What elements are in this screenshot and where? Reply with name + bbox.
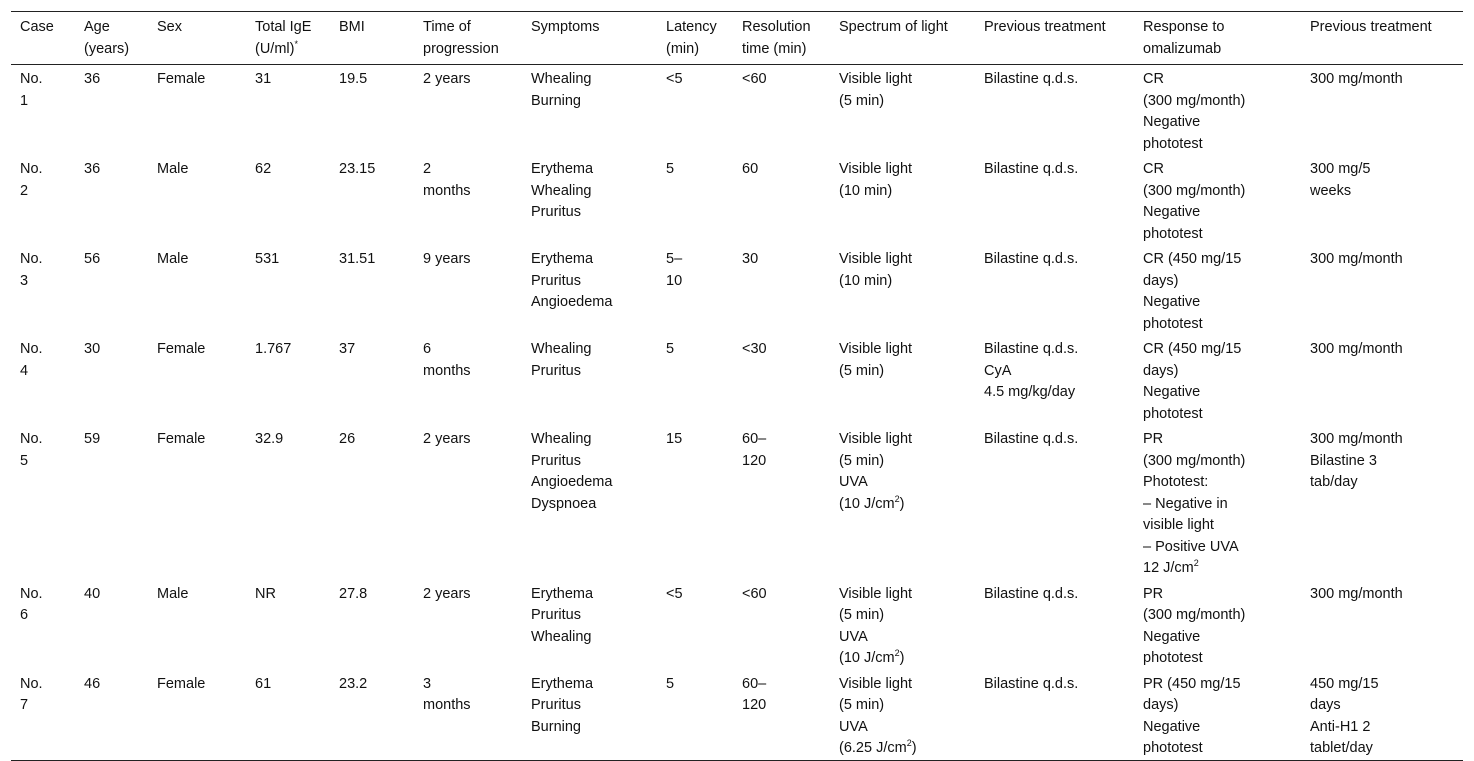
table-header	[11, 12, 1463, 65]
cell-case: No. 2	[20, 161, 43, 199]
cell-case: No. 5	[20, 431, 43, 469]
cell-time: 2 years	[423, 71, 471, 87]
cell-total-ige: 31	[255, 71, 272, 87]
cell-resolution: 60– 120	[742, 431, 767, 469]
cell-bmi: 27.8	[339, 585, 368, 602]
cell-response: PR (300 mg/month) Phototest: – Negative in visible light – Positive UVA 12 $J/cm^2$	[1143, 431, 1246, 576]
cell-spectrum: Visible light (5 min)	[839, 71, 913, 109]
cell-latency: 5– 10	[666, 251, 683, 289]
cell-age: 56	[84, 251, 101, 267]
cell-age: 59	[84, 431, 101, 447]
cell-age: 36	[84, 71, 101, 87]
cell-previous-treatment-2: 300 mg/month Bilastine 3 tab/day	[1310, 431, 1403, 490]
cell-symptoms: Erythema Pruritus Whealing	[531, 585, 594, 645]
cell-age: 36	[84, 161, 101, 177]
cell-symptoms: Erythema Whealing Pruritus	[531, 161, 594, 220]
header-response: Response to omalizumab	[1143, 19, 1225, 57]
cell-bmi: 23.15	[339, 161, 376, 177]
cell-response: PR (450 mg/15 days) Negative phototest	[1143, 675, 1241, 756]
cell-time: 9 years	[423, 251, 471, 267]
cell-age: 46	[84, 675, 101, 692]
cell-age: 30	[84, 341, 101, 357]
table-body	[11, 65, 1463, 761]
cell-response: CR (300 mg/month) Negative phototest	[1143, 161, 1246, 242]
cell-latency: 5	[666, 675, 675, 692]
cell-response: PR (300 mg/month) Negative phototest	[1143, 585, 1246, 666]
cell-bmi: 19.5	[339, 71, 368, 87]
cell-previous-treatment-2: 300 mg/month	[1310, 341, 1403, 357]
cell-latency: <5	[666, 585, 683, 602]
cell-case: No. 1	[20, 71, 43, 109]
header-symptoms: Symptoms	[531, 19, 600, 35]
cell-previous-treatment-2: 450 mg/15 days Anti-H1 2 tablet/day	[1310, 675, 1379, 756]
cell-previous-treatment-2: 300 mg/month	[1310, 251, 1403, 267]
table-row	[11, 65, 1463, 156]
cell-time: 3 months	[423, 675, 471, 713]
cell-spectrum: Visible light (10 min)	[839, 251, 913, 289]
cell-previous-treatment-2: 300 mg/month	[1310, 585, 1403, 602]
clinical-table	[11, 11, 1463, 761]
cell-latency: 5	[666, 341, 675, 357]
cell-resolution: 60	[742, 161, 759, 177]
cell-case: No. 3	[20, 251, 43, 289]
header-resolution: Resolution time (min)	[742, 19, 811, 57]
header-sex: Sex	[157, 19, 182, 35]
cell-total-ige: NR	[255, 585, 276, 602]
cell-resolution: <60	[742, 585, 767, 602]
table-row	[11, 155, 1463, 245]
cell-previous-treatment: Bilastine q.d.s.	[984, 251, 1079, 267]
cell-time: 2 months	[423, 161, 471, 199]
cell-bmi: 26	[339, 431, 356, 447]
cell-case: No. 7	[20, 675, 43, 713]
header-age: Age (years)	[84, 19, 130, 57]
cell-spectrum: Visible light (5 min) UVA (10 $J/cm^2$)	[839, 585, 913, 666]
cell-total-ige: 1.767	[255, 341, 292, 357]
cell-symptoms: Erythema Pruritus Burning	[531, 675, 594, 735]
header-latency: Latency (min)	[666, 19, 717, 57]
cell-total-ige: 62	[255, 161, 272, 177]
cell-spectrum: Visible light (10 min)	[839, 161, 913, 199]
table-row	[11, 670, 1463, 761]
cell-sex: Female	[157, 71, 206, 87]
cell-previous-treatment: Bilastine q.d.s. CyA 4.5 mg/kg/day	[984, 341, 1079, 400]
cell-sex: Male	[157, 161, 189, 177]
cell-bmi: 31.51	[339, 251, 376, 267]
cell-symptoms: Whealing Pruritus Angioedema Dyspnoea	[531, 431, 613, 512]
cell-sex: Female	[157, 341, 206, 357]
cell-resolution: 30	[742, 251, 759, 267]
cell-case: No. 4	[20, 341, 43, 379]
cell-previous-treatment: Bilastine q.d.s.	[984, 675, 1079, 692]
header-previous-treatment: Previous treatment	[984, 19, 1106, 35]
cell-response: CR (300 mg/month) Negative phototest	[1143, 71, 1246, 152]
cell-symptoms: Whealing Pruritus	[531, 341, 592, 379]
table-row	[11, 425, 1463, 580]
header-case: Case	[20, 19, 54, 35]
cell-time: 6 months	[423, 341, 471, 379]
cell-sex: Female	[157, 431, 206, 447]
cell-latency: <5	[666, 71, 683, 87]
cell-previous-treatment: Bilastine q.d.s.	[984, 71, 1079, 87]
cell-total-ige: 531	[255, 251, 280, 267]
cell-response: CR (450 mg/15 days) Negative phototest	[1143, 251, 1242, 332]
cell-previous-treatment: Bilastine q.d.s.	[984, 431, 1079, 447]
cell-bmi: 37	[339, 341, 356, 357]
cell-resolution: <60	[742, 71, 767, 87]
table-row	[11, 580, 1463, 670]
cell-previous-treatment-2: 300 mg/month	[1310, 71, 1403, 87]
table-row	[11, 245, 1463, 335]
cell-response: CR (450 mg/15 days) Negative phototest	[1143, 341, 1242, 422]
cell-spectrum: Visible light (5 min) UVA (6.25 $J/cm^2$)	[839, 675, 917, 756]
cell-total-ige: 32.9	[255, 431, 284, 447]
cell-previous-treatment: Bilastine q.d.s.	[984, 161, 1079, 177]
cell-symptoms: Erythema Pruritus Angioedema	[531, 251, 613, 310]
cell-time: 2 years	[423, 431, 471, 447]
cell-age: 40	[84, 585, 101, 602]
cell-previous-treatment-2: 300 mg/5 weeks	[1310, 161, 1371, 199]
cell-latency: 5	[666, 161, 675, 177]
table-row	[11, 335, 1463, 425]
cell-sex: Male	[157, 251, 189, 267]
header-row	[11, 12, 1463, 65]
cell-bmi: 23.2	[339, 675, 368, 692]
cell-total-ige: 61	[255, 675, 272, 692]
cell-resolution: 60– 120	[742, 675, 767, 713]
cell-spectrum: Visible light (5 min)	[839, 341, 913, 379]
cell-previous-treatment: Bilastine q.d.s.	[984, 585, 1079, 602]
cell-sex: Male	[157, 585, 189, 602]
header-spectrum: Spectrum of light	[839, 19, 948, 35]
header-time: Time of progression	[423, 19, 499, 57]
footnote-marker: *	[294, 38, 298, 49]
cell-resolution: <30	[742, 341, 767, 357]
cell-time: 2 years	[423, 585, 471, 602]
cell-sex: Female	[157, 675, 206, 692]
cell-spectrum: Visible light (5 min) UVA (10 $J/cm^2$)	[839, 431, 913, 512]
cell-case: No. 6	[20, 585, 43, 623]
header-total-ige: Total IgE (U/ml)*	[255, 19, 312, 57]
cell-latency: 15	[666, 431, 683, 447]
header-bmi: BMI	[339, 19, 365, 35]
header-previous-treatment-2: Previous treatment	[1310, 19, 1432, 35]
cell-symptoms: Whealing Burning	[531, 71, 592, 109]
